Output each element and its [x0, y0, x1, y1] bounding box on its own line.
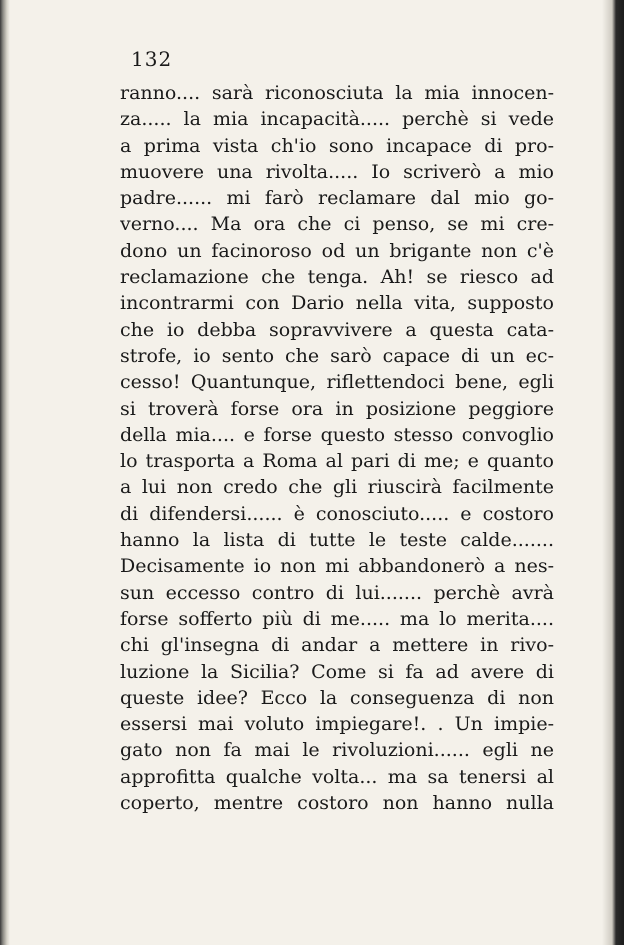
text-line: forse sofferto più di me..... ma lo merita.... — [120, 607, 554, 630]
text-line: dono un facinoroso od un brigante non c'è — [120, 239, 554, 262]
text-line: ranno.... sarà riconosciuta la mia innocen- — [120, 82, 554, 104]
page-left-edge — [0, 0, 10, 945]
text-line: muovere una rivolta..... Io scriverò a mio — [120, 160, 554, 183]
text-line: di difendersi...... è conosciuto..... e costoro — [120, 502, 554, 525]
text-line: padre...... mi farò reclamare dal mio go- — [120, 187, 554, 210]
text-line: gato non fa mai le rivoluzioni...... egli ne — [120, 739, 554, 762]
text-line: coperto, mentre costoro non hanno nulla — [120, 792, 554, 815]
text-line: incontrarmi con Dario nella vita, supposto — [120, 292, 554, 315]
text-line: queste idee? Ecco la conseguenza di non — [120, 686, 554, 709]
text-line: lo trasporta a Roma al pari di me; e quanto — [120, 450, 554, 473]
page-binding-edge — [602, 0, 624, 945]
text-line: strofe, io sento che sarò capace di un ec- — [120, 344, 554, 367]
text-line: za..... la mia incapacità..... perchè si vede — [120, 108, 554, 131]
text-line: hanno la lista di tutte le teste calde....... — [120, 529, 554, 552]
text-line: si troverà forse ora in posizione peggiore — [120, 397, 554, 420]
text-line: della mia.... e forse questo stesso convoglio — [120, 423, 554, 446]
text-line: Decisamente io non mi abbandonerò a nes- — [120, 555, 554, 578]
text-line: che io debba sopravvivere a questa cata- — [120, 318, 554, 341]
page-number: 132 — [131, 47, 173, 71]
text-line: sun eccesso contro di lui....... perchè avrà — [120, 581, 554, 604]
text-line: chi gl'insegna di andar a mettere in rivo- — [120, 634, 554, 657]
text-line: approfitta qualche volta... ma sa tenersi al — [120, 765, 554, 788]
text-line: reclamazione che tenga. Ah! se riesco ad — [120, 266, 554, 289]
text-line: essersi mai voluto impiegare!. . Un impie- — [120, 713, 554, 736]
text-line: a prima vista ch'io sono incapace di pro- — [120, 134, 554, 157]
text-line: cesso! Quantunque, riflettendoci bene, egli — [120, 371, 554, 394]
text-line: verno.... Ma ora che ci penso, se mi cre- — [120, 213, 554, 236]
body-text — [120, 80, 554, 816]
text-line: a lui non credo che gli riuscirà facilmente — [120, 476, 554, 499]
text-line: luzione la Sicilia? Come si fa ad avere di — [120, 660, 554, 683]
